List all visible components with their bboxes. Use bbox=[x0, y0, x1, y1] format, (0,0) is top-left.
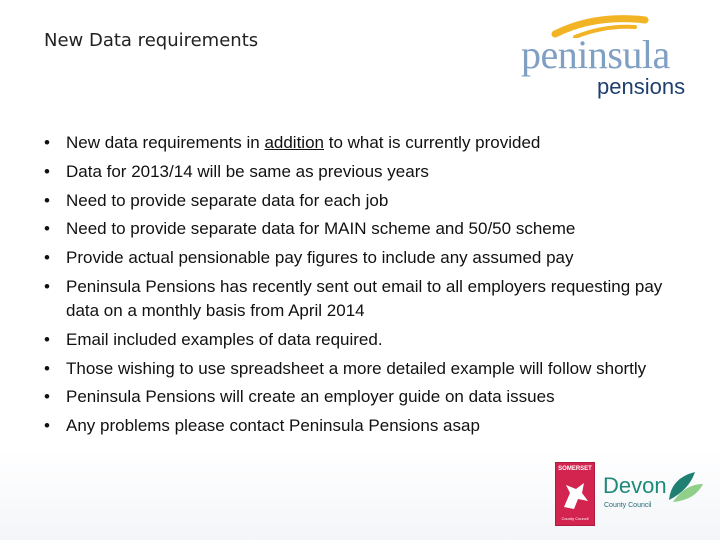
bullet-item bbox=[44, 160, 694, 184]
bullet-item bbox=[44, 217, 694, 241]
somerset-logo-subtext: County Council bbox=[561, 516, 589, 521]
bullet-text: Peninsula Pensions will create an employer guide on data issues bbox=[66, 387, 555, 407]
peninsula-pensions-logo bbox=[515, 18, 705, 98]
bullet-marker: • bbox=[44, 161, 50, 181]
bullet-marker: • bbox=[44, 329, 50, 349]
bullet-text: Data for 2013/14 will be same as previous years bbox=[66, 161, 429, 181]
bullet-text: New data requirements in bbox=[66, 133, 265, 152]
somerset-logo-text: SOMERSET bbox=[558, 466, 592, 472]
bullet-text: Need to provide separate data for each job bbox=[66, 190, 389, 210]
devon-logo-subtext: County Council bbox=[604, 502, 652, 509]
bullet-marker: • bbox=[44, 276, 50, 296]
logo-word-peninsula: peninsula bbox=[521, 32, 670, 77]
bullet-text: Email included examples of data required. bbox=[66, 329, 383, 349]
bullet-item bbox=[44, 414, 694, 438]
bullet-marker: • bbox=[44, 219, 50, 239]
underlined-word: addition bbox=[264, 133, 324, 152]
dragon-icon bbox=[556, 475, 594, 515]
devon-county-council-logo bbox=[603, 474, 703, 518]
bullet-item bbox=[44, 275, 694, 323]
bullet-text: Need to provide separate data for MAIN scheme and 50/50 scheme bbox=[66, 219, 576, 239]
bullet-text: Those wishing to use spreadsheet a more detailed example will follow shortly bbox=[66, 358, 647, 378]
bullet-list bbox=[44, 131, 694, 443]
bullet-item bbox=[44, 328, 694, 352]
bullet-item bbox=[44, 189, 694, 213]
logo-word-pensions: pensions bbox=[597, 74, 686, 99]
devon-logo-text: Devon bbox=[603, 473, 667, 498]
slide-title: New Data requirements bbox=[44, 30, 259, 51]
bullet-text: to what is currently provided bbox=[324, 133, 541, 152]
bullet-text: Peninsula Pensions has recently sent out email to all employers requesting pay data on a monthly basis from April 2014 bbox=[66, 276, 663, 320]
bullet-text: Provide actual pensionable pay figures to include any assumed pay bbox=[66, 248, 574, 268]
bullet-marker: • bbox=[44, 358, 50, 378]
bullet-marker: • bbox=[44, 416, 50, 436]
bullet-marker: • bbox=[44, 190, 50, 210]
bullet-marker: • bbox=[44, 387, 50, 407]
bullet-text: Any problems please contact Peninsula Pensions asap bbox=[66, 416, 480, 436]
bullet-marker: • bbox=[44, 133, 50, 152]
bullet-item bbox=[44, 246, 694, 270]
bullet-item bbox=[44, 131, 694, 155]
bullet-marker: • bbox=[44, 248, 50, 268]
leaf-icon bbox=[665, 470, 705, 506]
bullet-item bbox=[44, 385, 694, 409]
somerset-county-council-logo bbox=[555, 462, 595, 526]
bullet-item bbox=[44, 357, 694, 381]
